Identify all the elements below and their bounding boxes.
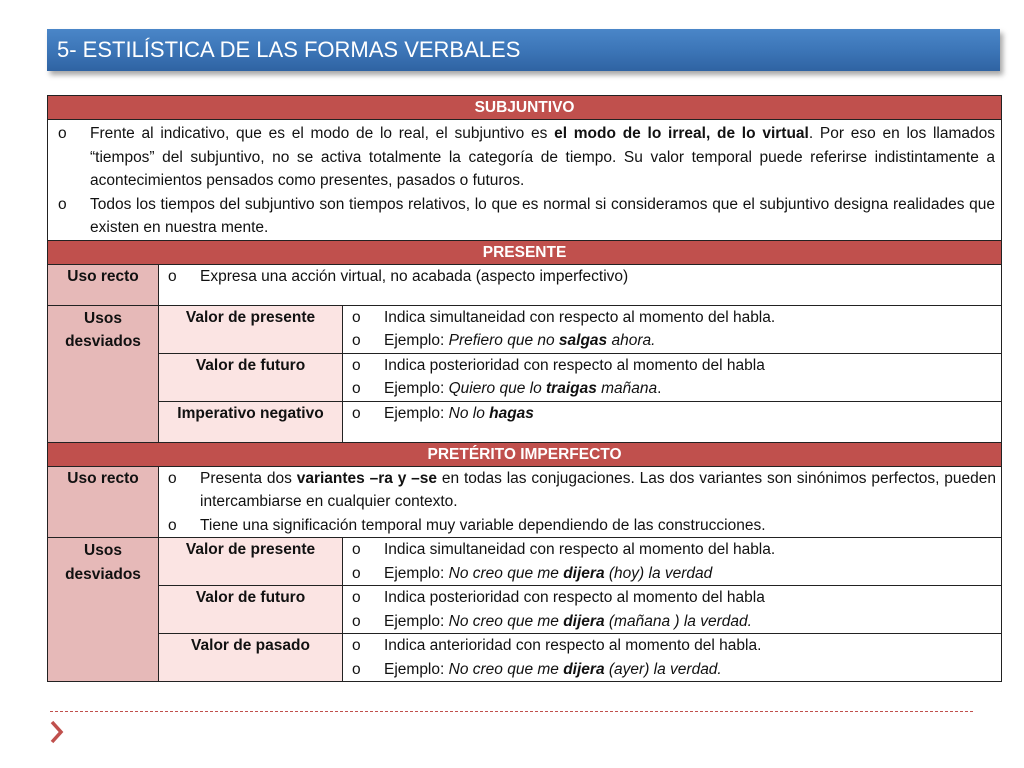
list-item: o Indica simultaneidad con respecto al momento del habla. <box>348 306 996 330</box>
bullet-icon: o <box>352 404 361 422</box>
list-item: o Indica simultaneidad con respecto al momento del habla. <box>348 538 996 562</box>
bullet-icon: o <box>352 612 361 630</box>
table-row <box>48 586 1002 634</box>
valor-presente-text <box>343 538 1002 586</box>
valor-futuro-text <box>343 586 1002 634</box>
bullet-icon: o <box>352 637 361 654</box>
valor-pasado-text <box>343 634 1002 682</box>
uso-recto-label: Uso recto <box>48 264 159 305</box>
list-item: o Todos los tiempos del subjuntivo son tiempos relativos, lo que es normal si consideramos que el subjuntivo designa realidades que existen en nuestra mente. <box>54 193 995 240</box>
subjuntivo-description-row <box>48 120 1002 241</box>
bullet-icon: o <box>352 660 361 678</box>
list-item: o Indica anterioridad con respecto al momento del habla. <box>348 634 996 658</box>
bullet-icon: o <box>58 125 67 142</box>
table-row <box>48 538 1002 586</box>
presente-header: PRESENTE <box>48 240 1002 264</box>
table-row <box>48 466 1002 538</box>
list-item: o Presenta dos variantes –ra y –se en todas las conjugaciones. Las dos variantes son sinónimos perfectos, pueden intercambiarse en cualquier contexto. <box>164 467 996 514</box>
list-item: o Expresa una acción virtual, no acabada (aspecto imperfectivo) <box>164 265 996 289</box>
valor-presente-text <box>343 305 1002 353</box>
bullet-icon: o <box>352 332 361 349</box>
list-item: o Ejemplo: No creo que me dijera (mañana ) la verdad. <box>348 610 996 634</box>
table-row <box>48 401 1002 442</box>
subjuntivo-description <box>48 120 1002 241</box>
list-item: o Indica posterioridad con respecto al momento del habla <box>348 354 996 378</box>
usos-desviados-label: Usos desviados <box>48 305 159 442</box>
bullet-icon: o <box>352 308 361 326</box>
list-item: o Ejemplo: Prefiero que no salgas ahora. <box>348 329 996 353</box>
list-item: o Frente al indicativo, que es el modo de lo real, el subjuntivo es el modo de lo irreal, de lo virtual. Por eso en los llamados “tiempos” del subjuntivo, no se activa totalmente la categoría de tiempo. Su valor temporal puede referirse indistintamente a acontecimientos pensados como presentes, pasados o futuros. <box>54 122 995 193</box>
bullet-icon: o <box>352 541 361 558</box>
bullet-icon: o <box>352 356 361 374</box>
imperativo-negativo-label: Imperativo negativo <box>159 401 343 442</box>
uso-recto-text <box>159 264 1002 305</box>
slide-title: 5- ESTILÍSTICA DE LAS FORMAS VERBALES <box>47 29 1000 71</box>
table-row <box>48 634 1002 682</box>
subjuntivo-header: SUBJUNTIVO <box>48 96 1002 120</box>
usos-desviados-label: Usos desviados <box>48 538 159 682</box>
footer-divider <box>50 711 973 712</box>
subjuntivo-header-row <box>48 96 1002 120</box>
bullet-icon: o <box>168 469 177 487</box>
list-item: o Ejemplo: No creo que me dijera (hoy) la verdad <box>348 562 996 586</box>
valor-presente-label: Valor de presente <box>159 305 343 353</box>
bullet-icon: o <box>352 380 361 397</box>
bullet-icon: o <box>352 564 361 582</box>
imperativo-negativo-text <box>343 401 1002 442</box>
preterito-header-row <box>48 442 1002 466</box>
valor-futuro-label: Valor de futuro <box>159 353 343 401</box>
list-item: o Ejemplo: No lo hagas <box>348 402 996 426</box>
valor-futuro-label: Valor de futuro <box>159 586 343 634</box>
table-row <box>48 305 1002 353</box>
uso-recto-label: Uso recto <box>48 466 159 538</box>
bullet-icon: o <box>168 267 177 285</box>
valor-presente-label: Valor de presente <box>159 538 343 586</box>
list-item: o Ejemplo: No creo que me dijera (ayer) la verdad. <box>348 658 996 682</box>
uso-recto-text <box>159 466 1002 538</box>
list-item: o Tiene una significación temporal muy variable dependiendo de las construcciones. <box>164 514 996 538</box>
chevron-right-icon <box>49 719 65 745</box>
valor-futuro-text <box>343 353 1002 401</box>
bullet-icon: o <box>168 516 177 534</box>
table-row <box>48 353 1002 401</box>
table-row <box>48 264 1002 305</box>
valor-pasado-label: Valor de pasado <box>159 634 343 682</box>
bullet-icon: o <box>352 589 361 606</box>
list-item: o Indica posterioridad con respecto al momento del habla <box>348 586 996 610</box>
list-item: o Ejemplo: Quiero que lo traigas mañana. <box>348 377 996 401</box>
preterito-header: PRETÉRITO IMPERFECTO <box>48 442 1002 466</box>
subjuntivo-table <box>47 95 1002 682</box>
presente-header-row <box>48 240 1002 264</box>
bullet-icon: o <box>58 195 67 213</box>
